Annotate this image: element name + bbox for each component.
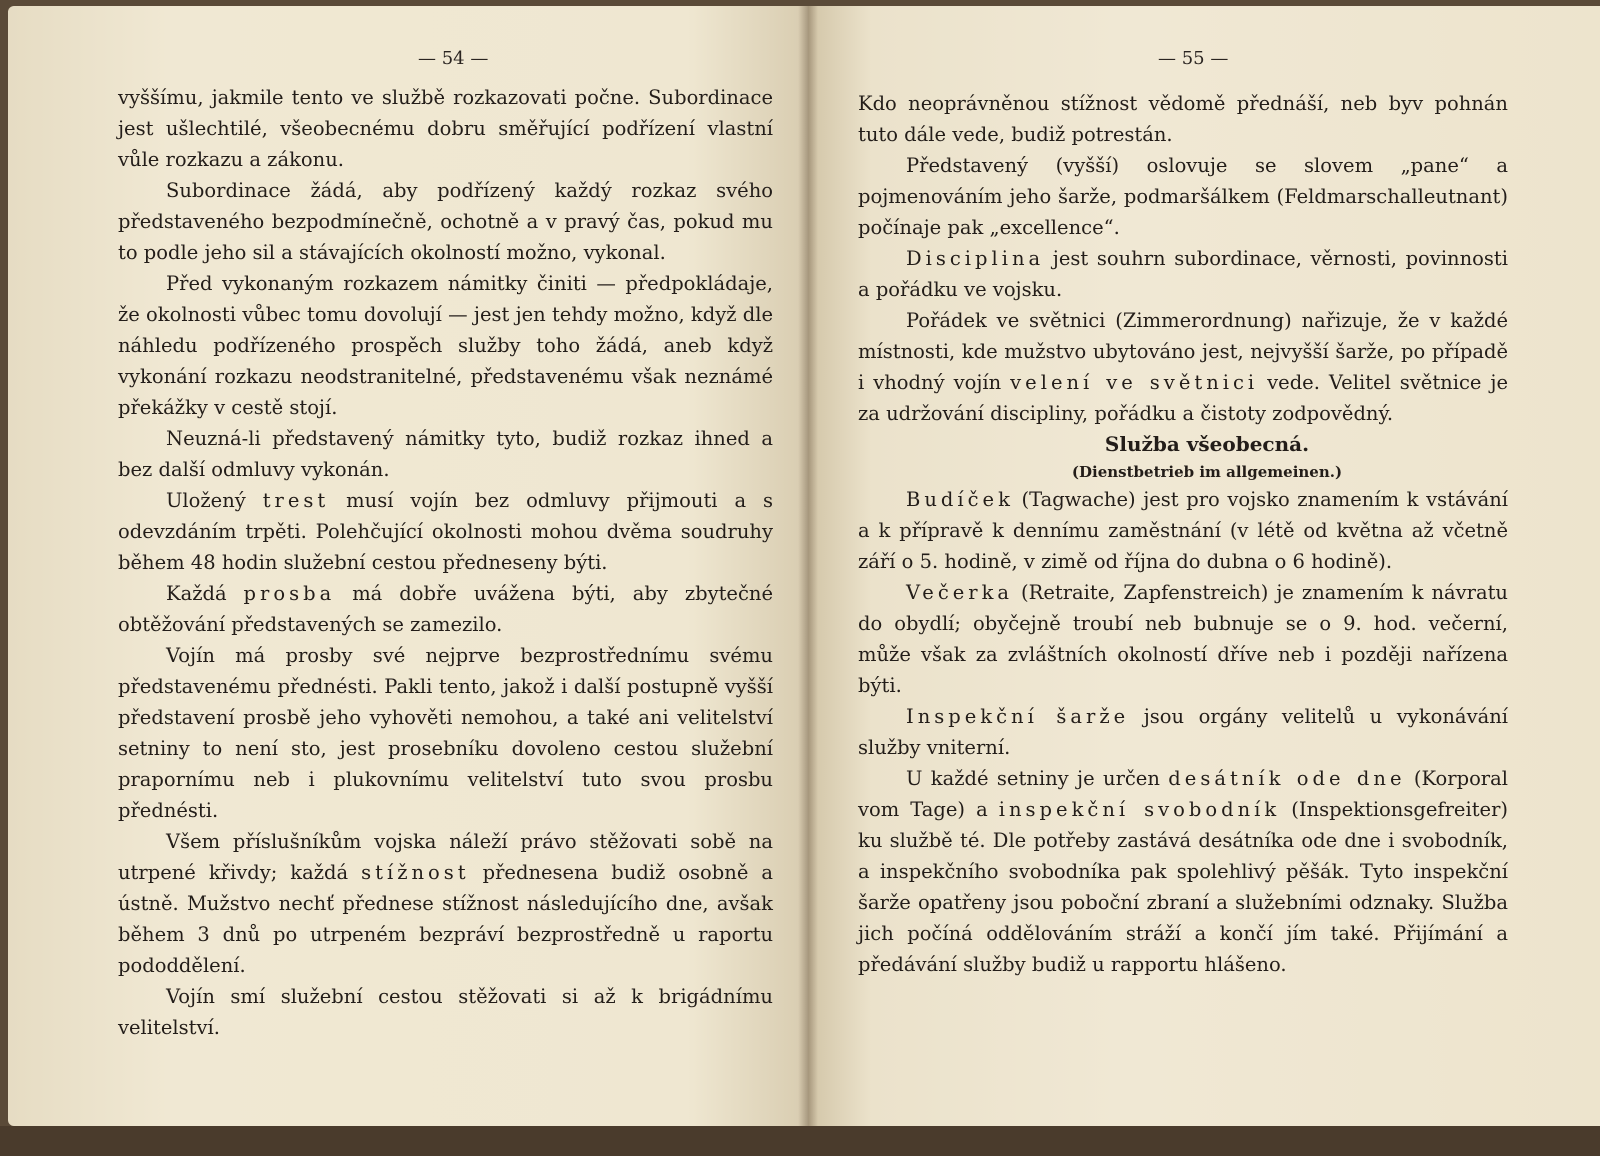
emphasis: Večerka — [906, 581, 1014, 604]
emphasis: desátník ode dne — [1168, 767, 1406, 790]
section-heading: Služba všeobecná. — [1104, 432, 1310, 456]
left-page — [8, 6, 808, 1126]
section-subheading: (Dienstbetrieb im allgemeinen.) — [1071, 463, 1343, 481]
book-edge — [0, 1126, 1600, 1156]
paragraph: Inspekční šarže jsou orgány velitelů u vykonávání služby vniterní. — [858, 705, 1509, 759]
emphasis: inspekční svobodník — [998, 798, 1281, 821]
paragraph: Pořádek ve světnici (Zimmerordnung) nařizuje, že v každé místnosti, kde mužstvo ubytováno jest, nejvyšší šarže, po případě i vhodný vojín velení ve světnici vede. Velitel světnice je za udržování discipliny, pořádku a čistoty zodpovědný. — [858, 309, 1509, 425]
paragraph: vyššímu, jakmile tento ve službě rozkazovati počne. Subordinace jest ušlechtilé, všeobecnému dobru směřující podřízení vlastní vůle rozkazu a zákonu. — [118, 86, 773, 171]
emphasis: trest — [262, 489, 330, 512]
paragraph: Představený (vyšší) oslovuje se slovem „pane“ a pojmenováním jeho šarže, podmaršálkem (Feldmarschalleutnant) počínaje pak „excellence“. — [858, 154, 1508, 239]
paragraph: Vojín smí služební cestou stěžovati si až k brigádnímu velitelství. — [118, 985, 773, 1039]
right-page-text — [858, 88, 1508, 980]
right-page — [808, 6, 1600, 1126]
emphasis: velení ve světnici — [1010, 371, 1259, 394]
paragraph: Uložený trest musí vojín bez odmluvy přijmouti a s odevzdáním trpěti. Polehčující okolnosti mohou dvěma soudruhy během 48 hodin služební cestou předneseny býti. — [118, 489, 773, 574]
paragraph: Neuzná-li představený námitky tyto, budiž rozkaz ihned a bez další odmluvy vykonán. — [118, 427, 773, 481]
left-page-text — [118, 82, 773, 1043]
paragraph: Před vykonaným rozkazem námitky činiti — předpokládaje, že okolnosti vůbec tomu dovolují — jest jen tehdy možno, když dle náhledu podřízeného prospěch služby toho žádá, aneb když vykonání rozkazu neodstranitelné, představenému však neznámé překážky v cestě stojí. — [118, 272, 773, 419]
page-number-left: — 54 — — [418, 48, 489, 69]
paragraph: Každá prosba má dobře uvážena býti, aby zbytečné obtěžování představených se zamezilo. — [118, 582, 773, 636]
paragraph: Budíček (Tagwache) jest pro vojsko znamením k vstávání a k přípravě k dennímu zaměstnání (v létě od května až včetně září o 5. hodině, v zimě od října do dubna o 6 hodině). — [858, 488, 1508, 573]
emphasis: Inspekční šarže — [906, 705, 1130, 728]
paragraph: Vojín má prosby své nejprve bezprostřednímu svému představenému přednésti. Pakli tento, jakož i další postupně vyšší představení prosbě jeho vyhověti nemohou, a také ani velitelství setniny to není sto, jest prosebníku dovoleno cestou služební prapornímu neb i plukovnímu velitelství tuto svou prosbu přednésti. — [118, 644, 773, 822]
emphasis: Disciplina — [906, 247, 1045, 270]
page-number-right: — 55 — — [1158, 48, 1229, 69]
emphasis: Budíček — [906, 488, 1014, 511]
paragraph: Subordinace žádá, aby podřízený každý rozkaz svého představeného bezpodmínečně, ochotně a v pravý čas, pokud mu to podle jeho sil a stávajících okolností možno, vykonal. — [118, 179, 773, 264]
paragraph: Kdo neoprávněnou stížnost vědomě přednáší, neb byv pohnán tuto dále vede, budiž potrestán. — [858, 92, 1508, 146]
book-gutter — [798, 6, 818, 1126]
paragraph: U každé setniny je určen desátník ode dne (Korporal vom Tage) a inspekční svobodník (Inspektionsgefreiter) ku službě té. Dle potřeby zastává desátníka ode dne i svobodník, a inspekčního svobodníka pak spolehlivý pěšák. Tyto inspekční šarže opatřeny jsou poboční zbraní a služebními odznaky. Služba jich počíná oddělováním stráží a končí jím také. Přijímání a předávání služby budiž u rapportu hlášeno. — [858, 767, 1509, 976]
emphasis: prosba — [243, 582, 336, 605]
paragraph: Večerka (Retraite, Zapfenstreich) je znamením k návratu do obydlí; obyčejně troubí neb bubnuje se o 9. hod. večerní, může však za zvláštních okolností dříve neb i později nařízena býti. — [858, 581, 1508, 697]
paragraph: Všem příslušníkům vojska náleží právo stěžovati sobě na utrpené křivdy; každá stížnost přednesena budiž osobně a ústně. Mužstvo nechť přednese stížnost následujícího dne, avšak během 3 dnů po utrpeném bezpráví bezprostředně u raportu pododdělení. — [118, 830, 774, 977]
emphasis: stížnost — [361, 861, 470, 884]
paragraph: Disciplina jest souhrn subordinace, věrnosti, povinnosti a pořádku ve vojsku. — [858, 247, 1508, 301]
